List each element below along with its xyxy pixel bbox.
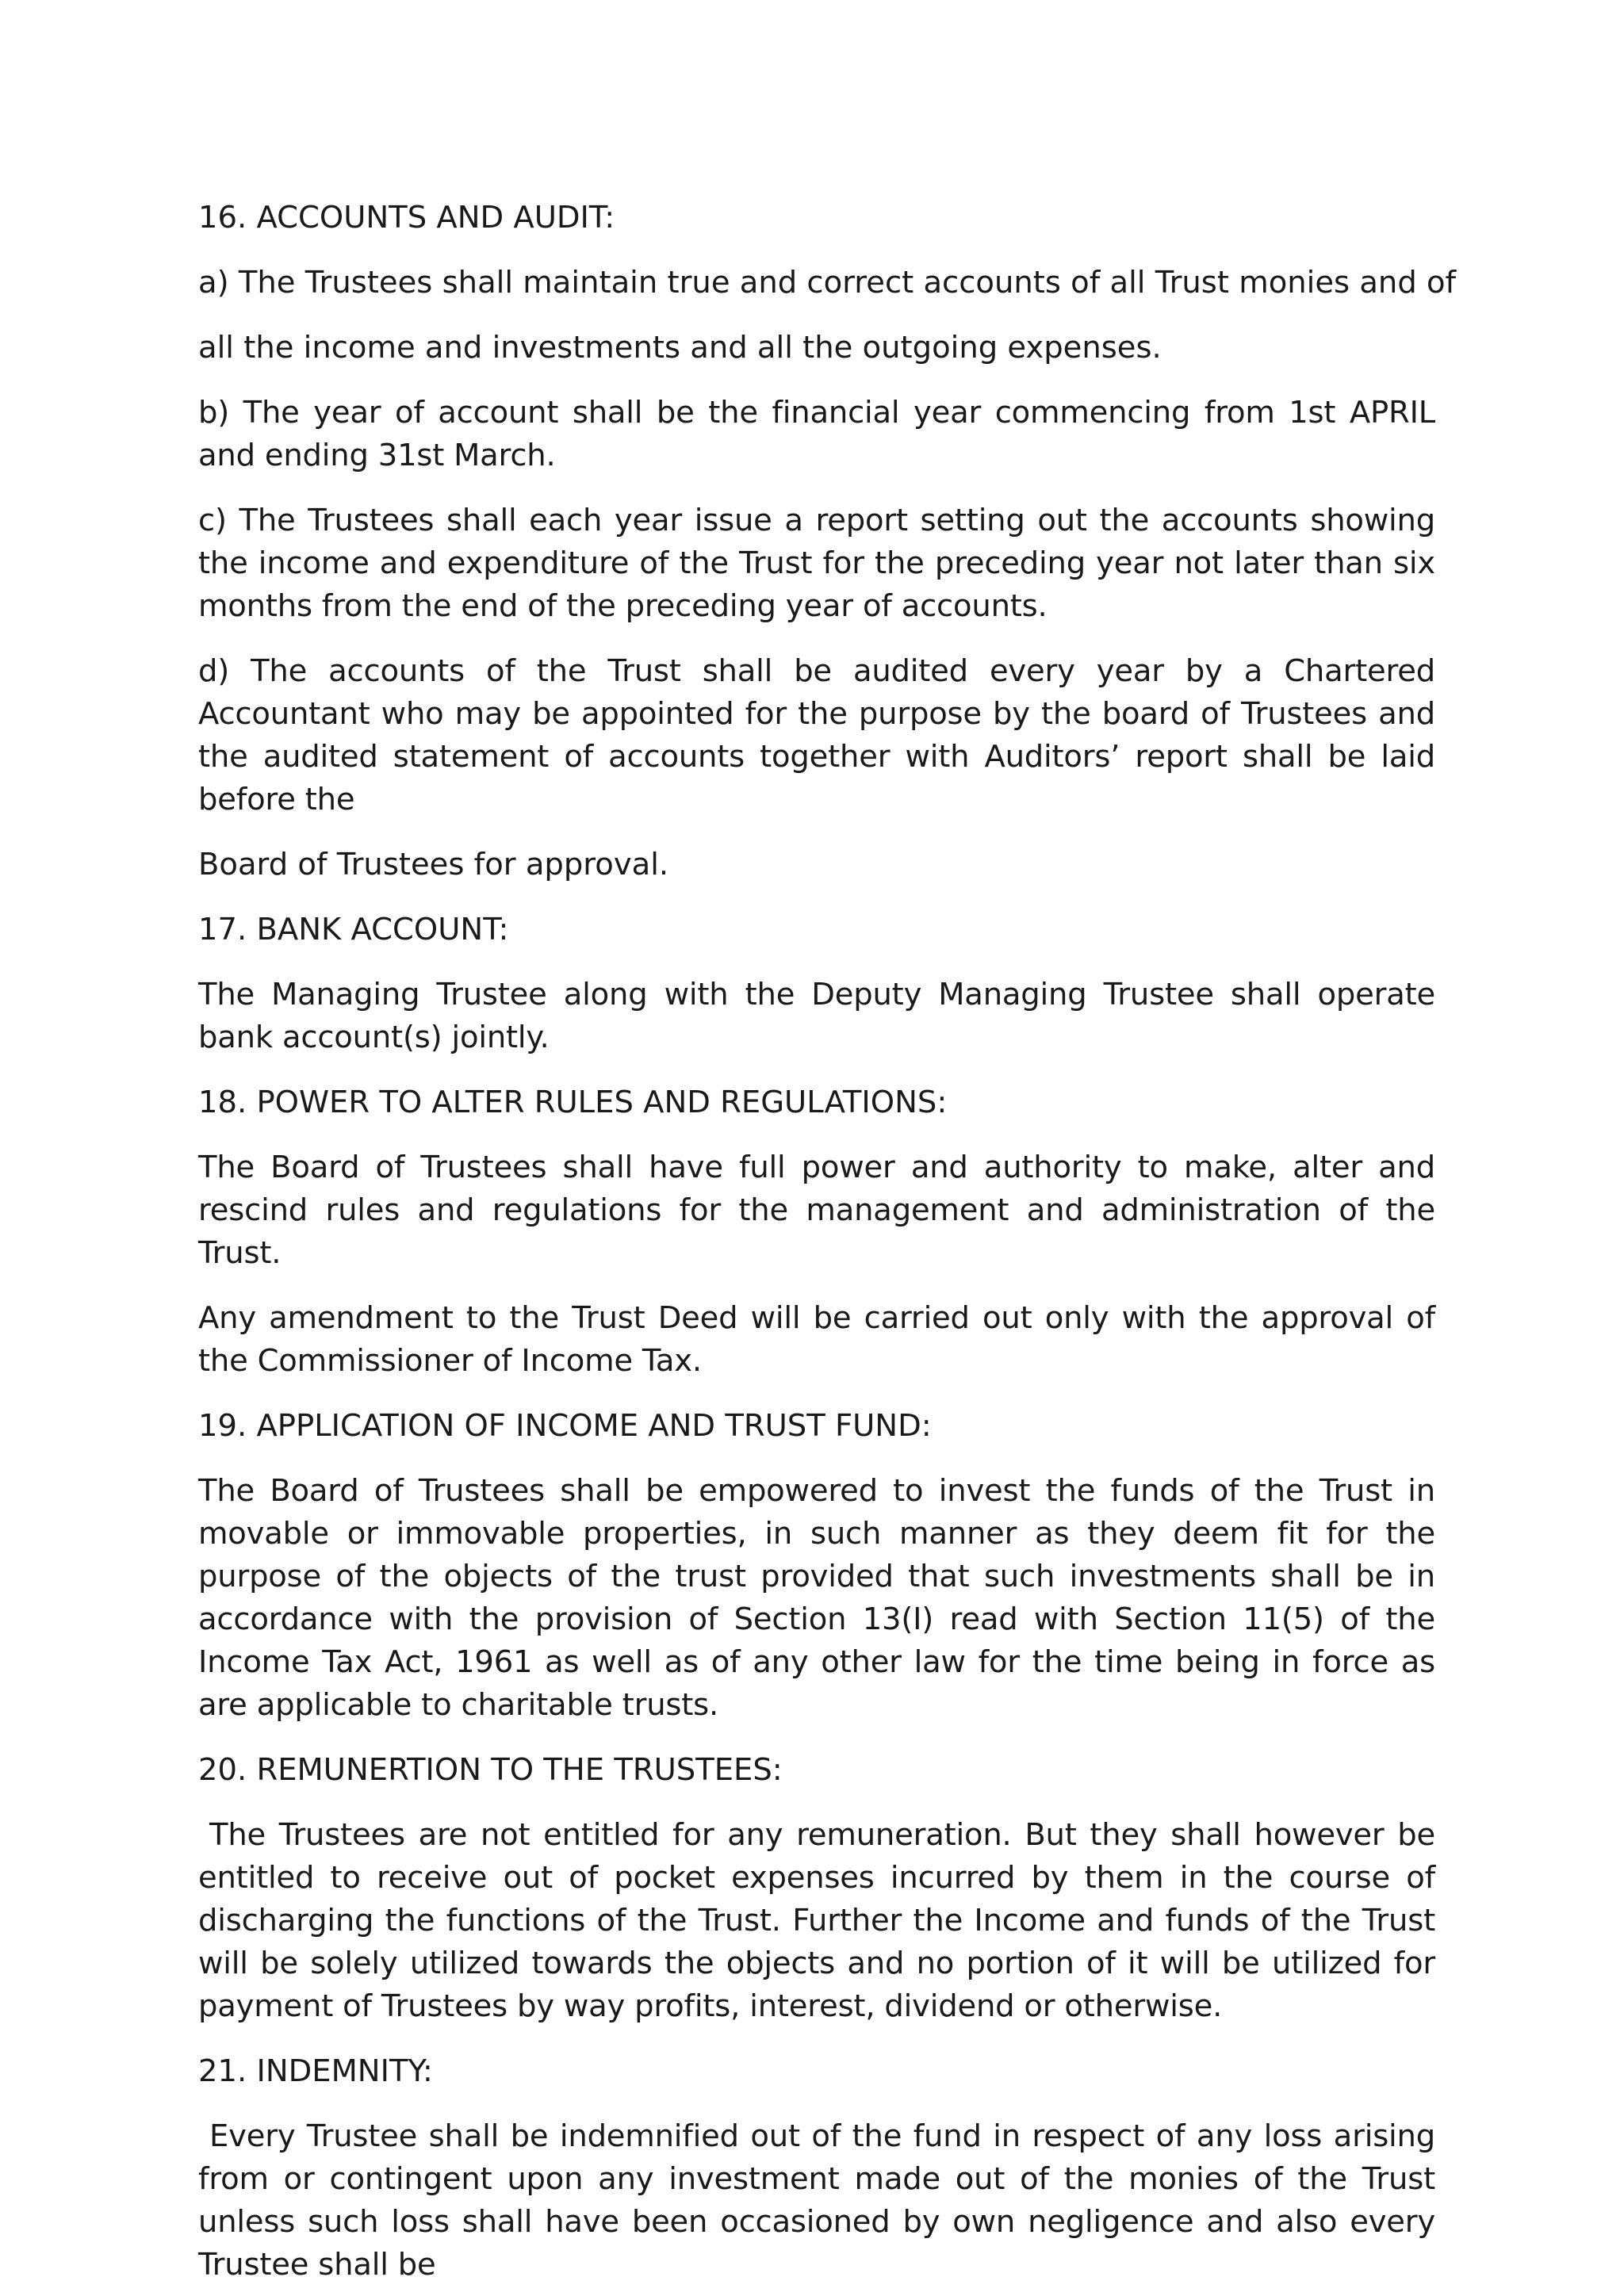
section-20-paragraph: The Trustees are not entitled for any remuneration. But they shall however be entitled to receive out of pocket expenses incurred by them in the course of discharging the functions of the Trust. Further the Income and funds of the Trust will be solely utilized towards the objects and no portion of it will be utilized for payment of Trustees by way profits, interest, dividend or otherwise.: [198, 1817, 1435, 2024]
section-21-heading: 21. INDEMNITY:: [198, 2053, 433, 2089]
section-16-c: c) The Trustees shall each year issue a report setting out the accounts showing the income and expenditure of the Trust for the preceding year not later than six months from the end of the preceding year of accounts.: [198, 503, 1435, 624]
section-16-b: b) The year of account shall be the financial year commencing from 1st APRIL and ending 31st March.: [198, 395, 1435, 473]
section-20-heading: 20. REMUNERTION TO THE TRUSTEES:: [198, 1752, 783, 1788]
section-21-paragraph: Every Trustee shall be indemnified out of the fund in respect of any loss arising from or contingent upon any investment made out of the monies of the Trust unless such loss shall have been occasioned by own negligence and also every Trustee shall be: [198, 2118, 1435, 2283]
section-19-heading: 19. APPLICATION OF INCOME AND TRUST FUND:: [198, 1408, 932, 1444]
section-18-paragraph-1: The Board of Trustees shall have full power and authority to make, alter and rescind rules and regulations for the management and administration of the Trust.: [198, 1150, 1435, 1271]
section-17-heading: 17. BANK ACCOUNT:: [198, 912, 509, 947]
section-16-heading: 16. ACCOUNTS AND AUDIT:: [198, 200, 615, 235]
section-16-a-line-2: all the income and investments and all the outgoing expenses.: [198, 330, 1162, 365]
section-16-d: d) The accounts of the Trust shall be audited every year by a Chartered Accountant who may be appointed for the purpose by the board of Trustees and the audited statement of accounts together with Auditors’ report shall be laid before the: [198, 653, 1435, 817]
section-16-d-continued: Board of Trustees for approval.: [198, 847, 669, 882]
section-19-paragraph: The Board of Trustees shall be empowered to invest the funds of the Trust in movable or immovable properties, in such manner as they deem fit for the purpose of the objects of the trust provided that such investments shall be in accordance with the provision of Section 13(I) read with Section 11(5) of the Income Tax Act, 1961 as well as of any other law for the time being in force as are applicable to charitable trusts.: [198, 1473, 1435, 1723]
section-18-heading: 18. POWER TO ALTER RULES AND REGULATIONS:: [198, 1085, 948, 1120]
section-17-paragraph: The Managing Trustee along with the Deputy Managing Trustee shall operate bank account(s) jointly.: [198, 977, 1435, 1055]
document-body: [198, 197, 1457, 2286]
section-16-a-line-1: a) The Trustees shall maintain true and correct accounts of all Trust monies and of: [198, 265, 1457, 300]
section-18-paragraph-2: Any amendment to the Trust Deed will be carried out only with the approval of the Commissioner of Income Tax.: [198, 1300, 1435, 1379]
